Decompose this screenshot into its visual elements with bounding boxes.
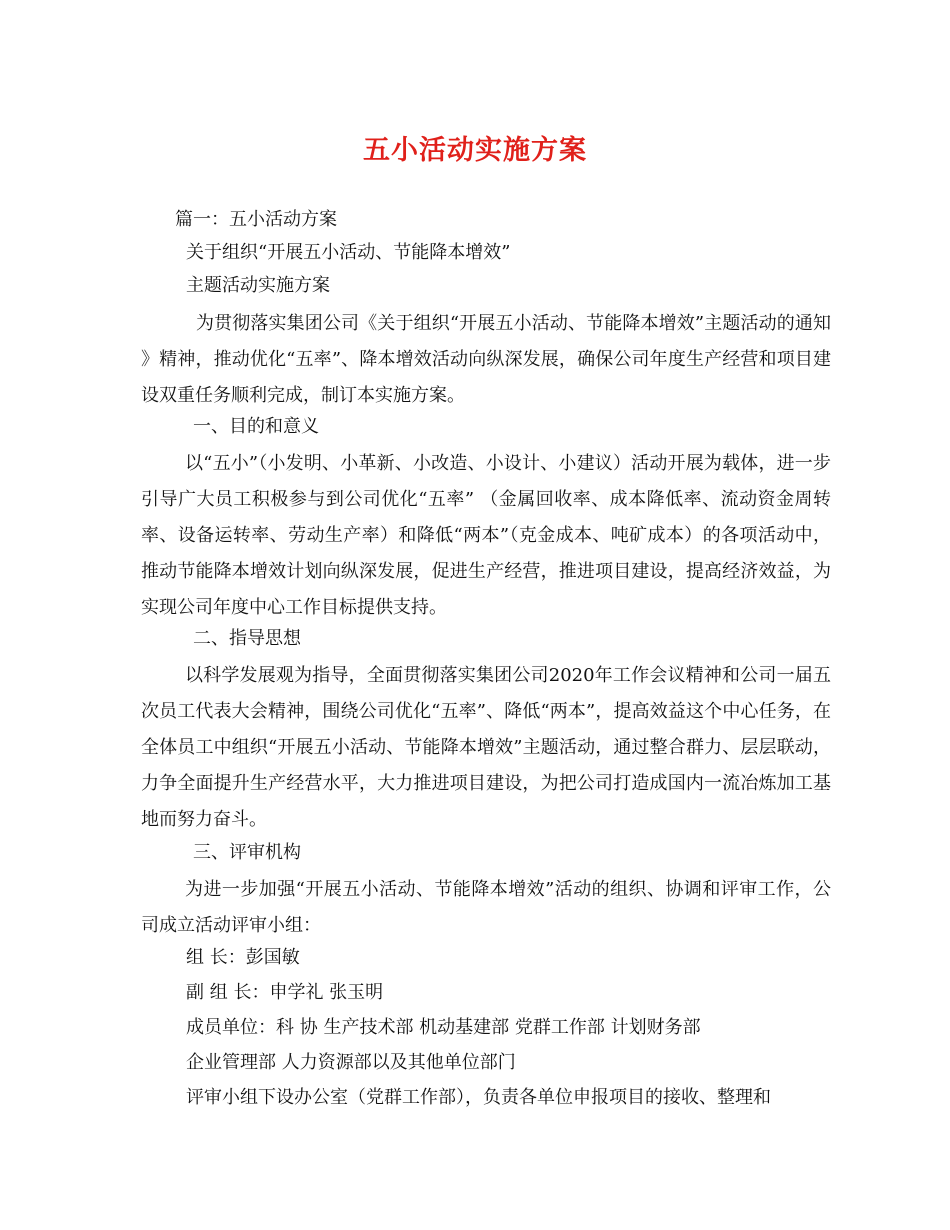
intro-paragraph: 为贯彻落实集团公司《关于组织“开展五小活动、节能降本增效”主题活动的通知 》精神，推动优化“五率”、降本增效活动向纵深发展，确保公司年度生产经营和项目建设双重任务顺利完成，制订本实施方案。: [141, 313, 831, 406]
document-title: 五小活动实施方案: [363, 135, 587, 166]
leader-line: 组 长：彭国敏: [186, 947, 300, 968]
section-1-heading: 一、目的和意义: [193, 416, 319, 437]
subtitle-line-1: 关于组织“开展五小活动、节能降本增效”: [186, 242, 511, 263]
members-line-1: 成员单位：科 协 生产技术部 机动基建部 党群工作部 计划财务部: [186, 1017, 701, 1038]
section-1-paragraph: 以“五小”（小发明、小革新、小改造、小设计、小建议）活动开展为载体，进一步引导广大员工积极参与到公司优化“五率” （金属回收率、成本降低率、流动资金周转率、设备运转率、劳动生产率）和降低“两本”（克金成本、吨矿成本）的各项活动中，推动节能降本增效计划向纵深发展，促进生产经营，推进项目建设，提高经济效益，为实现公司年度中心工作目标提供支持。: [141, 453, 831, 618]
subtitle-line-2: 主题活动实施方案: [186, 275, 330, 296]
office-line: 评审小组下设办公室（党群工作部），负责各单位申报项目的接收、整理和: [186, 1087, 771, 1108]
section-2-heading: 二、指导思想: [193, 628, 301, 649]
section-3-paragraph: 为进一步加强“开展五小活动、节能降本增效”活动的组织、协调和评审工作，公司成立活动评审小组：: [141, 879, 831, 936]
deputy-leader-line: 副 组 长：申学礼 张玉明: [186, 982, 384, 1003]
chapter-heading: 篇一：五小活动方案: [175, 209, 337, 230]
members-line-2: 企业管理部 人力资源部以及其他单位部门: [186, 1052, 516, 1073]
section-2-paragraph: 以科学发展观为指导，全面贯彻落实集团公司2020年工作会议精神和公司一届五次员工代表大会精神，围绕公司优化“五率”、降低“两本”，提高效益这个中心任务，在全体员工中组织“开展五小活动、节能降本增效”主题活动，通过整合群力、层层联动，力争全面提升生产经营水平，大力推进项目建设，为把公司打造成国内一流冶炼加工基地而努力奋斗。: [141, 665, 831, 830]
section-3-heading: 三、评审机构: [193, 842, 301, 863]
